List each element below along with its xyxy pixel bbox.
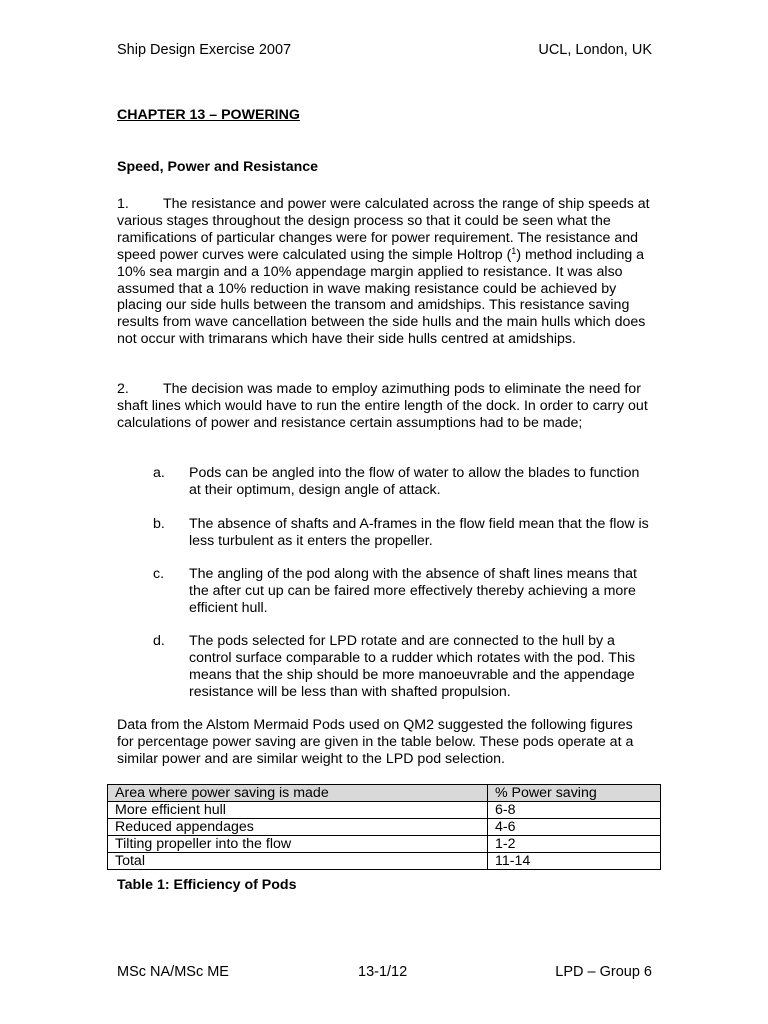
table-row	[108, 802, 661, 819]
list-letter: c.	[153, 566, 165, 582]
list-letter: b.	[153, 516, 165, 532]
assumption-item-b	[153, 516, 653, 550]
table-cell: 1-2	[488, 836, 661, 853]
table-cell: 4-6	[488, 819, 661, 836]
table-header-cell: % Power saving	[488, 785, 661, 802]
paragraph-text: ) method including a 10% sea margin and a 10% appendage margin applied to resistance. It was also assumed that a 10% reduction in wave making resistance could be achieved by placing our side hulls between the transom and amidships. This resistance saving results from wave cancellation between the side hulls and the main hulls which does not occur with trimarans which have their side hulls centred at amidships.	[117, 246, 646, 348]
table-header-cell: Area where power saving is made	[108, 785, 488, 802]
table-row	[108, 819, 661, 836]
paragraph-number: 1.	[117, 196, 129, 212]
header-left: Ship Design Exercise 2007	[117, 42, 292, 58]
paragraph-text: The resistance and power were calculated across the range of ship speeds at various stages throughout the design process so that it could be seen what the ramifications of particular changes were for power requirement. The resistance and speed power curves were calculated using the simple Holtrop (	[117, 196, 650, 263]
table-caption: Table 1: Efficiency of Pods	[117, 877, 297, 893]
header-right: UCL, London, UK	[538, 42, 652, 58]
list-text: The absence of shafts and A-frames in the flow field mean that the flow is less turbulent as it enters the propeller.	[189, 516, 649, 549]
assumption-item-d	[153, 633, 653, 701]
footer-right: LPD – Group 6	[555, 964, 652, 980]
list-letter: d.	[153, 633, 165, 649]
assumption-item-c	[153, 566, 653, 617]
list-text: Pods can be angled into the flow of water to allow the blades to function at their optimum, design angle of attack.	[189, 465, 640, 498]
paragraph-text: The decision was made to employ azimuthing pods to eliminate the need for shaft lines which would have to run the entire length of the dock. In order to carry out calculations of power and resistance certain assumptions had to be made;	[117, 381, 648, 431]
table-cell: Tilting propeller into the flow	[108, 836, 488, 853]
section-title: Speed, Power and Resistance	[117, 159, 319, 175]
table-row	[108, 836, 661, 853]
paragraph-1	[117, 196, 653, 348]
paragraph-number: 2.	[117, 381, 129, 397]
paragraph-2	[117, 381, 653, 432]
table-row	[108, 853, 661, 870]
footnote-ref: 1	[511, 245, 517, 256]
chapter-title: CHAPTER 13 – POWERING	[117, 107, 300, 123]
assumption-item-a	[153, 465, 653, 499]
table-header-row	[108, 785, 661, 802]
list-text: The pods selected for LPD rotate and are connected to the hull by a control surface comparable to a rudder which rotates with the pod. This means that the ship should be more manoeuvrable and the appendage resistance will be less than with shafted propulsion.	[189, 633, 636, 700]
table-cell: 6-8	[488, 802, 661, 819]
table-cell: Reduced appendages	[108, 819, 488, 836]
table-cell: More efficient hull	[108, 802, 488, 819]
data-paragraph: Data from the Alstom Mermaid Pods used on QM2 suggested the following figures for percentage power saving are given in the table below. These pods operate at a similar power and are similar weight to the LPD pod selection.	[117, 717, 634, 767]
list-letter: a.	[153, 465, 165, 481]
table-cell: 11-14	[488, 853, 661, 870]
footer-left: MSc NA/MSc ME	[117, 964, 229, 980]
table-cell: Total	[108, 853, 488, 870]
list-text: The angling of the pod along with the absence of shaft lines means that the after cut up can be faired more effectively thereby achieving a more efficient hull.	[189, 566, 637, 616]
pod-efficiency-table	[107, 784, 661, 870]
footer-page-number: 13-1/12	[358, 964, 408, 980]
